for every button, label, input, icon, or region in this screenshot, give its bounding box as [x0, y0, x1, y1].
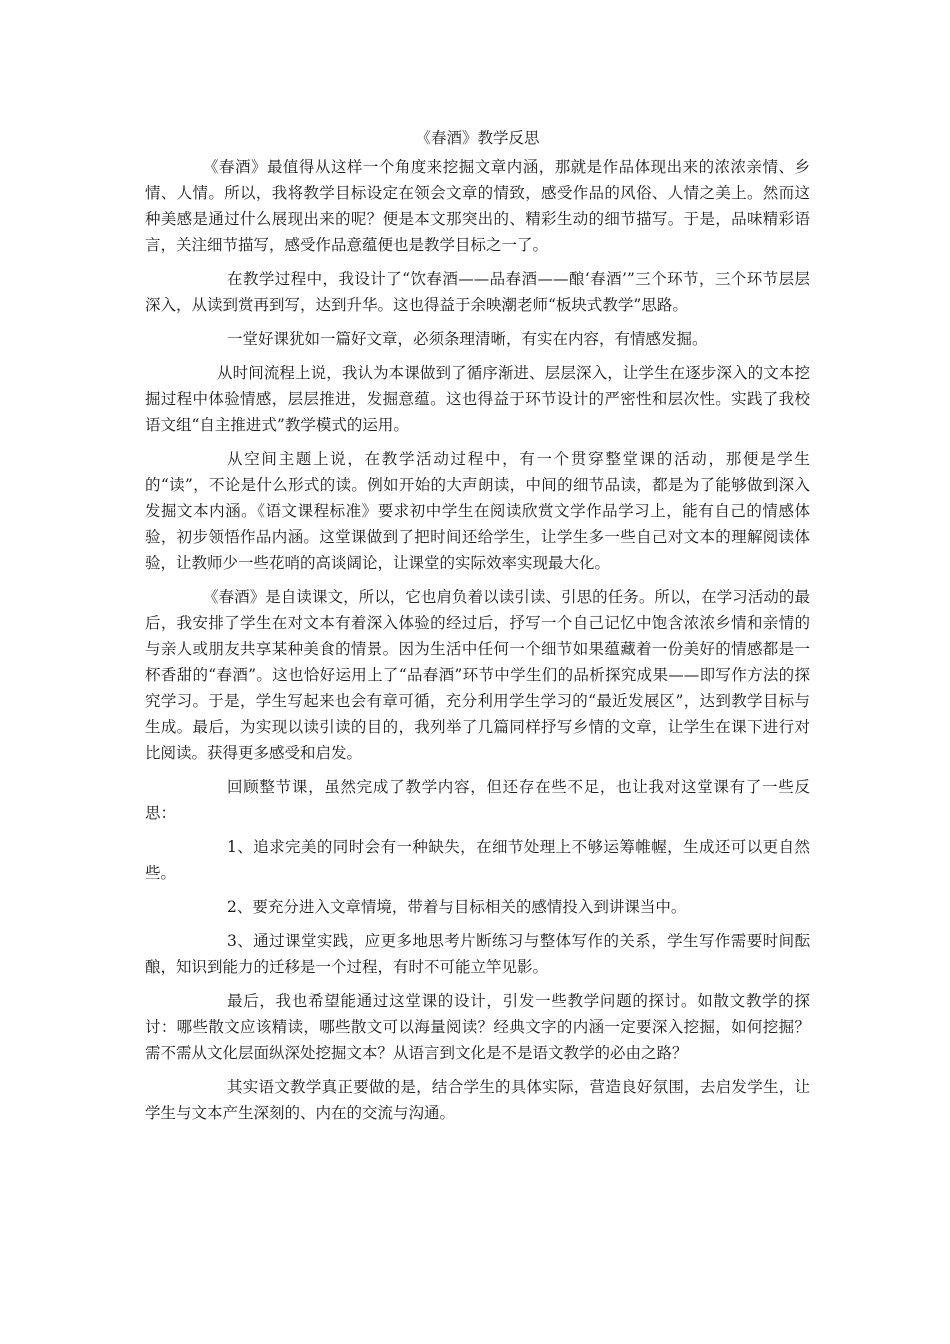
document-title: 《春酒》教学反思: [415, 129, 540, 147]
paragraph-good-lesson: 一堂好课犹如一篇好文章，必须条理清晰，有实在内容，有情感发掘。: [227, 330, 708, 348]
list-item-reflection-1: 1、追求完美的同时会有一种缺失，在细节处理上不够运筹帷幄，生成还可以更自然些。: [145, 838, 810, 882]
paragraph-review: 回顾整节课，虽然完成了教学内容，但还存在些不足，也让我对这堂课有了一些反思：: [145, 778, 810, 822]
paragraph-intro: 《春酒》最值得从这样一个角度来挖掘文章内涵，那就是作品体现出来的浓浓亲情、乡情、人情。所以，我将教学目标设定在领会文章的情致，感受作品的风俗、人情之美上。然而这种美感是通过什么展现出来的呢？便是本文那突出的、精彩生动的细节描写。于是，品味精彩语言，关注细节描写，感受作品意蕴便也是教学目标之一了。: [145, 158, 810, 254]
list-item-reflection-3: 3、通过课堂实践，应更多地思考片断练习与整体写作的关系，学生写作需要时间酝酿，知识到能力的迁移是一个过程，有时不可能立竿见影。: [145, 932, 810, 976]
list-item-reflection-2: 2、要充分进入文章情境，带着与目标相关的感情投入到讲课当中。: [227, 898, 687, 916]
paragraph-self-reading: 《春酒》是自读课文，所以，它也肩负着以读引读、引思的任务。所以，在学习活动的最后，我安排了学生在对文本有着深入体验的经过后，抒写一个自己记忆中饱含浓浓乡情和亲情的与亲人或朋友共享某种美食的情景。因为生活中任何一个细节如果蕴藏着一份美好的情感都是一杯香甜的“春酒”。这也恰好运用上了“品春酒”环节中学生们的品析探究成果——即写作方法的探究学习。于是，学生写起来也会有章可循，充分利用学生学习的“最近发展区”，达到教学目标与生成。最后，为实现以读引读的目的，我列举了几篇同样抒写乡情的文章，让学生在课下进行对比阅读。获得更多感受和启发。: [145, 588, 810, 762]
paragraph-space-theme: 从空间主题上说，在教学活动过程中，有一个贯穿整堂课的活动，那便是学生的“读”，不论是什么形式的读。例如开始的大声朗读，中间的细节品读，都是为了能够做到深入发掘文本内涵。《语文课程标准》要求初中学生在阅读欣赏文学作品学习上，能有自己的情感体验，初步领悟作品内涵。这堂课做到了把时间还给学生，让学生多一些自己对文本的理解阅读体验，让教师少一些花哨的高谈阔论，让课堂的实际效率实现最大化。: [145, 450, 810, 572]
document-body: [145, 125, 810, 1134]
paragraph-conclusion: 其实语文教学真正要做的是，结合学生的具体实际，营造良好氛围，去启发学生，让学生与文本产生深刻的、内在的交流与沟通。: [145, 1078, 810, 1122]
paragraph-process: 在教学过程中，我设计了“饮春酒——品春酒——酿‘春酒’”三个环节，三个环节层层深入，从读到赏再到写，达到升华。这也得益于余映潮老师“板块式教学”思路。: [145, 270, 810, 314]
paragraph-time-flow: 从时间流程上说，我认为本课做到了循序渐进、层层深入，让学生在逐步深入的文本挖掘过程中体验情感，层层推进，发掘意蕴。这也得益于环节设计的严密性和层次性。实践了我校语文组“自主推进式”教学模式的运用。: [145, 364, 810, 434]
paragraph-final: 最后，我也希望能通过这堂课的设计，引发一些教学问题的探讨。如散文教学的探讨：哪些散文应该精读，哪些散文可以海量阅读？经典文字的内涵一定要深入挖掘，如何挖掘？需不需从文化层面纵深处挖掘文本？从语言到文化是不是语文教学的必由之路？: [145, 992, 810, 1062]
